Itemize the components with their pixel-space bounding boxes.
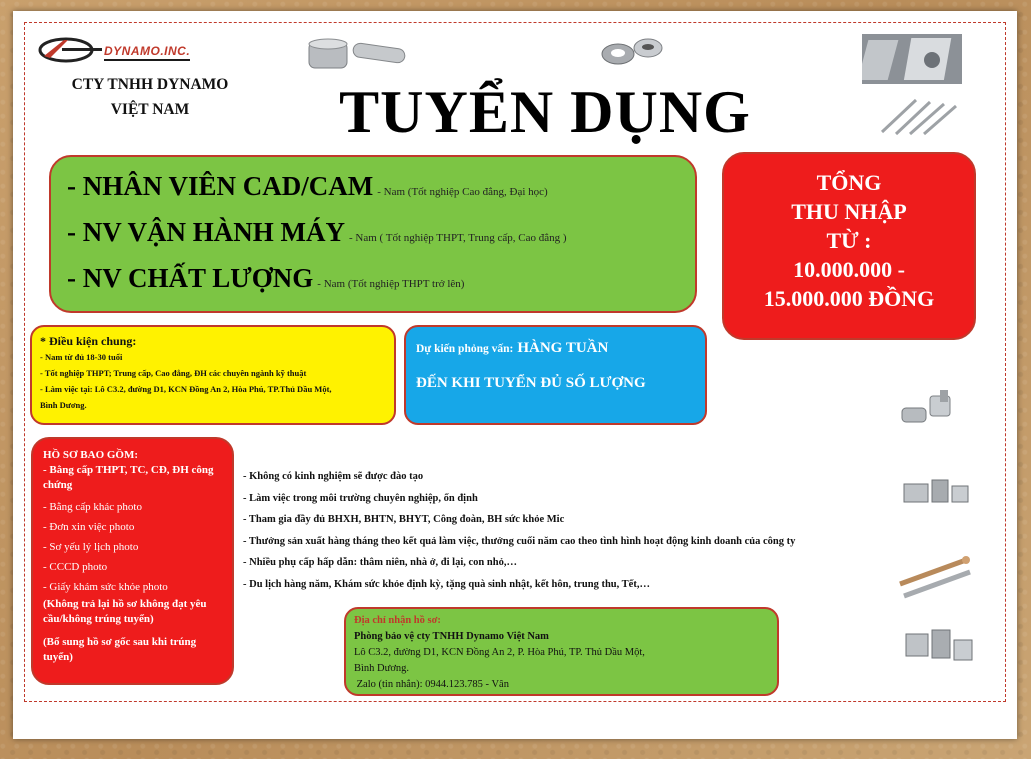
pins-photo — [876, 92, 962, 138]
dynamo-logo-icon — [34, 34, 104, 64]
address-line: Phòng bảo vệ cty TNHH Dynamo Việt Nam — [354, 631, 549, 642]
income-line: THU NHẬP — [791, 199, 907, 224]
document-item: - CCCD photo — [43, 561, 108, 573]
dynamo-logo — [34, 34, 224, 64]
income-line: 15.000.000 ĐỒNG — [763, 286, 935, 311]
income-box — [722, 152, 976, 340]
logo-text: DYNAMO.INC. — [104, 44, 190, 61]
interview-value: HÀNG TUẦN — [517, 340, 609, 356]
positions-box — [49, 155, 697, 313]
benefit-item: - Thưởng sản xuất hàng tháng theo kết quả làm việc, thưởng cuối năm cao theo tình hình hoạt động kinh doanh của công ty — [243, 535, 796, 547]
conditions-box — [30, 325, 396, 425]
benefit-item: - Làm việc trong môi trường chuyên nghiệp, ổn định — [243, 492, 478, 504]
document-item: - Đơn xin việc photo — [43, 521, 135, 533]
position-row — [67, 171, 548, 202]
machining-photo — [862, 34, 962, 84]
documents-heading: HỒ SƠ BAO GỒM: — [43, 449, 139, 461]
company-line-2: VIỆT NAM — [110, 101, 190, 118]
fittings-photo — [896, 386, 966, 430]
interview-line-2: ĐẾN KHI TUYỂN ĐỦ SỐ LƯỢNG — [416, 375, 646, 391]
documents-note: (Không trả lại hồ sơ không đạt yêu cầu/không trúng tuyển) — [43, 598, 207, 625]
benefit-item: - Du lịch hàng năm, Khám sức khỏe định kỳ, tặng quà sinh nhật, kết hôn, trung thu, Tết,… — [243, 578, 650, 590]
address-line: Zalo (tin nhắn): 0944.123.785 - Vân — [354, 679, 509, 690]
address-box — [344, 607, 779, 696]
address-heading: Địa chỉ nhận hồ sơ: — [354, 615, 441, 626]
documents-note: (Bổ sung hồ sơ gốc sau khi trúng tuyển) — [43, 636, 197, 663]
documents-box — [31, 437, 234, 685]
condition-item: Bình Dương. — [40, 400, 87, 410]
position-note: - Nam (Tốt nghiệp THPT trở lên) — [317, 278, 465, 290]
benefits-list — [243, 466, 883, 595]
interview-box — [404, 325, 707, 425]
address-line: Lô C3.2, đường D1, KCN Đồng An 2, P. Hòa Phú, TP. Thủ Dầu Một, — [354, 647, 645, 658]
shafts-photo — [896, 550, 974, 602]
income-line: 10.000.000 - — [793, 257, 905, 282]
page-title: TUYỂN DỤNG — [339, 79, 751, 145]
benefit-item: - Tham gia đầy đủ BHXH, BHTN, BHYT, Công đoàn, BH sức khỏe Mic — [243, 514, 565, 525]
position-row — [67, 217, 567, 248]
income-line: TỪ : — [826, 228, 872, 253]
position-title: - NHÂN VIÊN CAD/CAM — [67, 171, 374, 201]
income-line: TỔNG — [816, 170, 882, 195]
company-name — [40, 72, 260, 122]
company-line-1: CTY TNHH DYNAMO — [71, 76, 229, 93]
benefit-item: - Không có kinh nghiệm sẽ được đào tạo — [243, 471, 424, 482]
ring-parts-photo — [598, 34, 668, 70]
position-row — [67, 263, 464, 294]
position-note: - Nam (Tốt nghiệp Cao đẳng, Đại học) — [377, 186, 548, 198]
document-item: - Bằng cấp khác photo — [43, 501, 142, 513]
condition-item: - Làm việc tại: Lô C3.2, đường D1, KCN Đồng An 2, Hòa Phú, TP.Thủ Dầu Một, — [40, 384, 332, 394]
condition-item: - Tốt nghiệp THPT; Trung cấp, Cao đẳng, ĐH các chuyên ngành kỹ thuật — [40, 368, 307, 378]
position-note: - Nam ( Tốt nghiệp THPT, Trung cấp, Cao đẳng ) — [349, 232, 567, 244]
position-title: - NV CHẤT LƯỢNG — [67, 263, 314, 293]
benefit-item: - Nhiều phụ cấp hấp dẫn: thâm niên, nhà ở, đi lại, con nhỏ,… — [243, 557, 517, 568]
document-item: - Sơ yếu lý lịch photo — [43, 541, 139, 553]
blocks-photo — [900, 472, 972, 508]
interview-label: Dự kiến phỏng vấn: — [416, 343, 514, 355]
position-title: - NV VẬN HÀNH MÁY — [67, 217, 345, 247]
cylinder-parts-photo — [305, 34, 415, 74]
document-item: - Giấy khám sức khỏe photo — [43, 581, 168, 593]
condition-item: - Nam từ đủ 18-30 tuổi — [40, 352, 123, 362]
brackets-photo — [902, 624, 976, 670]
document-item: - Bằng cấp THPT, TC, CĐ, ĐH công chứng — [43, 464, 214, 491]
address-line: Bình Dương. — [354, 663, 409, 674]
conditions-heading: * Điều kiện chung: — [40, 334, 137, 348]
